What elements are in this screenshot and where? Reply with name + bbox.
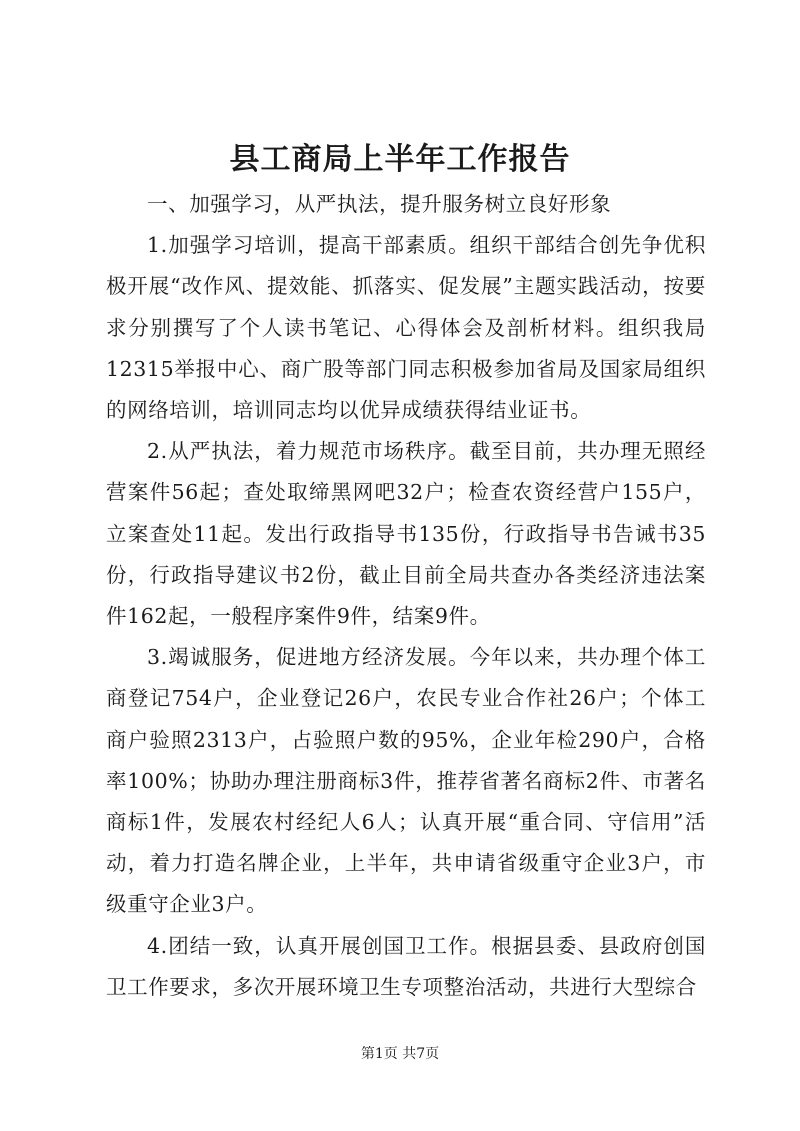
paragraph-sanitation: 4.团结一致，认真开展创国卫工作。根据县委、县政府创国卫工作要求，多次开展环境卫生专项整治活动，共进行大型综合: [106, 933, 706, 999]
page-number-footer: 第1页 共7页: [360, 1046, 440, 1062]
document-title: 县工商局上半年工作报告: [229, 142, 571, 177]
paragraph-service: 3.竭诚服务，促进地方经济发展。今年以来，共办理个体工商登记754户，企业登记26户，农民专业合作社26户；个体工商户验照2313户，占验照户数的95%，企业年检290户，合格率100%；协助办理注册商标3件，推荐省著名商标2件、市著名商标1件，发展农村经纪人6人；认真开展“重合同、守信用”活动，着力打造名牌企业，上半年，共申请省级重守企业3户，市级重守企业3户。: [106, 645, 706, 917]
paragraph-study-training: 1.加强学习培训，提高干部素质。组织干部结合创先争优积极开展“改作风、提效能、抓落实、促发展”主题实践活动，按要求分别撰写了个人读书笔记、心得体会及剖析材料。组织我局12315举报中心、商广股等部门同志积极参加省局及国家局组织的网络培训，培训同志均以优异成绩获得结业证书。: [106, 233, 706, 423]
paragraph-law-enforcement: 2.从严执法，着力规范市场秩序。截至目前，共办理无照经营案件56起；查处取缔黑网吧32户；检查农资经营户155户，立案查处11起。发出行政指导书135份，行政指导书告诫书35份，行政指导建议书2份，截止目前全局共查办各类经济违法案件162起，一般程序案件9件，结案9件。: [106, 439, 706, 629]
section-heading: 一、加强学习，从严执法，提升服务树立良好形象: [147, 192, 612, 216]
document-body: [106, 184, 706, 1008]
